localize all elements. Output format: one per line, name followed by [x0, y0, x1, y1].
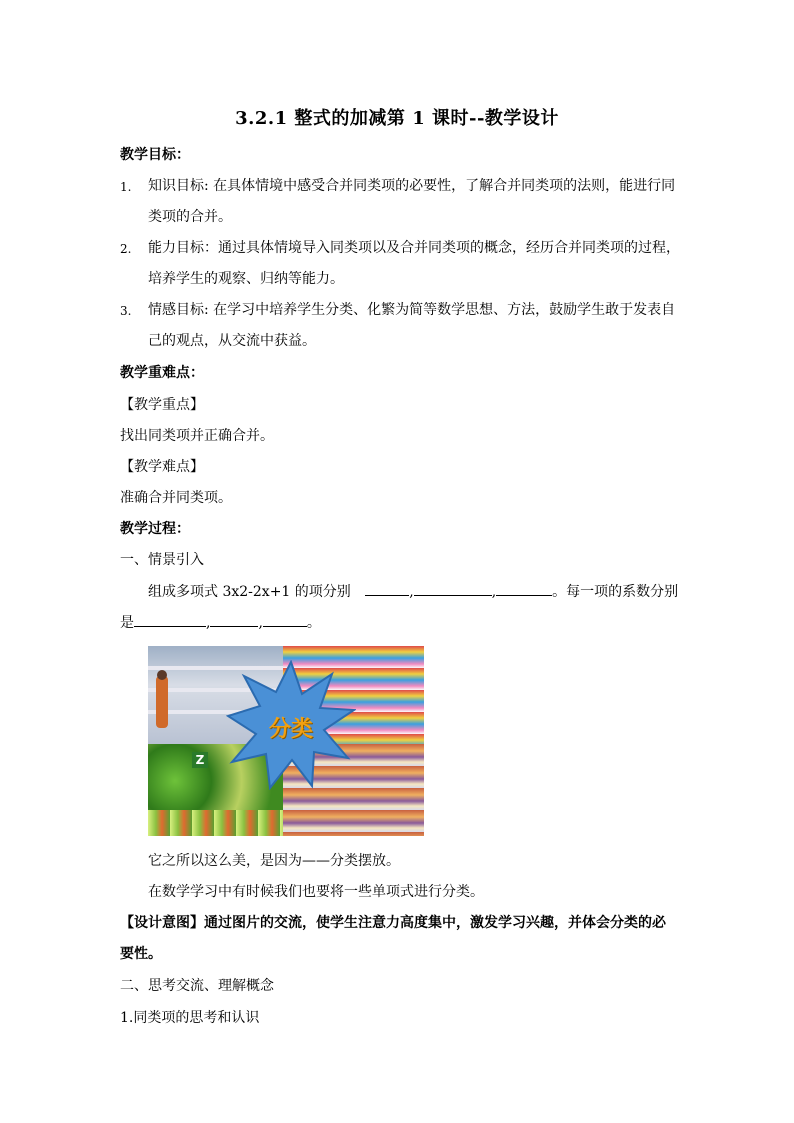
section-2-heading: 二、思考交流、理解概念: [120, 978, 274, 994]
question-end-1: 。每一项的系数分别: [552, 584, 679, 600]
answer-blank-1[interactable]: [365, 581, 409, 596]
difficulty-text: 准确合并同类项。: [120, 490, 232, 506]
after-text-2: 在数学学习中有时候我们也要将一些单项式进行分类。: [148, 884, 484, 900]
objective-1-number: 1.: [120, 180, 132, 194]
vegetables-photo: Z: [148, 744, 283, 836]
after-text-1: 它之所以这么美，是因为——分类摆放。: [148, 853, 400, 869]
objective-2-line1: 能力目标：通过具体情境导入同类项以及合并同类项的概念，经历合并同类项的过程，: [148, 240, 680, 256]
difficulty-label: 【教学难点】: [120, 459, 204, 475]
objective-3-line2: 己的观点，从交流中获益。: [148, 333, 316, 349]
separator-4: ,: [258, 615, 263, 631]
objective-2-line2: 培养学生的观察、归纳等能力。: [148, 271, 344, 287]
question-text-1: 组成多项式 3x2-2x+1 的项分别: [148, 584, 351, 600]
coef-blank-2[interactable]: [210, 612, 258, 627]
subsection-1-heading: 1.同类项的思考和认识: [120, 1010, 260, 1026]
question-line-1: [148, 581, 678, 602]
question-line-2: [120, 612, 321, 633]
objective-3-number: 3.: [120, 304, 132, 318]
objective-2-number: 2.: [120, 242, 132, 256]
question-end-2: 。: [306, 615, 321, 631]
objective-1-line1: 知识目标: 在具体情境中感受合并同类项的必要性，了解合并同类项的法则，能进行同: [148, 178, 676, 194]
focus-label: 【教学重点】: [120, 397, 204, 413]
separator-1: ,: [409, 584, 414, 600]
separator-3: ,: [206, 615, 211, 631]
supermarket-collage-image: [148, 646, 424, 836]
separator-2: ,: [491, 584, 497, 600]
coef-blank-3[interactable]: [263, 612, 307, 627]
process-heading: 教学过程：: [120, 521, 190, 537]
focus-text: 找出同类项并正确合并。: [120, 428, 274, 444]
section-1-heading: 一、情景引入: [120, 552, 204, 568]
keypoints-heading: 教学重难点：: [120, 365, 204, 381]
document-title: 3.2.1 整式的加减第 1 课时--教学设计: [235, 108, 559, 129]
answer-blank-2[interactable]: [414, 581, 492, 596]
coef-blank-1[interactable]: [134, 612, 206, 627]
classify-label: 分类: [268, 717, 313, 742]
objectives-heading: 教学目标：: [120, 147, 190, 163]
answer-blank-3[interactable]: [496, 581, 552, 596]
design-intent-label: 【设计意图】: [120, 915, 204, 931]
design-intent-line-1: [120, 913, 666, 933]
objective-1-line2: 类项的合并。: [148, 209, 232, 225]
shopper-figure: [156, 676, 168, 728]
design-intent-line-2: 要性。: [120, 946, 162, 962]
question-text-2: 是: [120, 615, 134, 631]
objective-3-line1: 情感目标: 在学习中培养学生分类、化繁为简等数学思想、方法，鼓励学生敢于发表自: [148, 302, 676, 318]
design-intent-text-1: 通过图片的交流，使学生注意力高度集中，激发学习兴趣，并体会分类的必: [204, 915, 666, 931]
